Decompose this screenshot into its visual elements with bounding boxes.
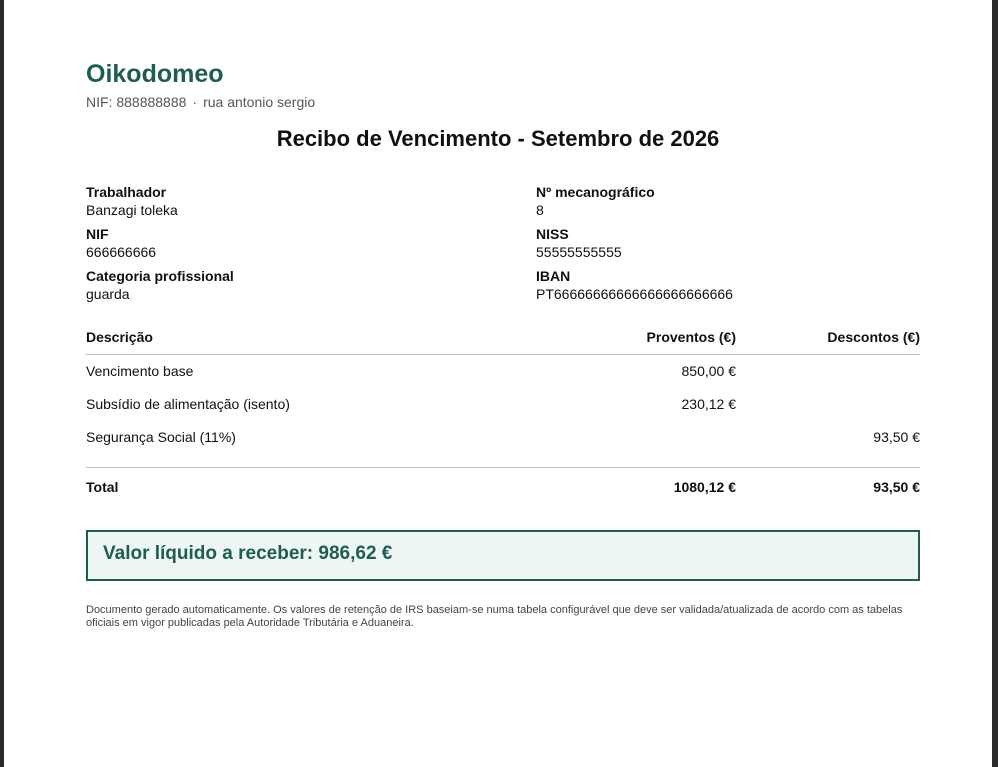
total-label: Total xyxy=(86,479,119,495)
worker-iban-label: IBAN xyxy=(536,268,571,284)
worker-number-label: Nº mecanográfico xyxy=(536,184,655,200)
net-pay-text: Valor líquido a receber: 986,62 € xyxy=(103,543,393,564)
worker-niss-field xyxy=(536,225,622,261)
header-divider xyxy=(86,354,920,355)
worker-category-field xyxy=(86,267,234,303)
total-deductions: 93,50 € xyxy=(873,479,920,495)
worker-number-value: 8 xyxy=(536,202,544,218)
worker-category-value: guarda xyxy=(86,286,130,302)
worker-niss-value: 55555555555 xyxy=(536,244,622,260)
header-earnings: Proventos (€) xyxy=(646,329,736,345)
worker-name-field xyxy=(86,183,178,219)
header-description: Descrição xyxy=(86,329,153,345)
table-header-row xyxy=(86,329,920,349)
total-earnings: 1080,12 € xyxy=(673,479,736,495)
row-description: Subsídio de alimentação (isento) xyxy=(86,396,290,412)
payslip-page xyxy=(4,0,992,767)
table-total-row xyxy=(86,479,920,499)
header-deductions: Descontos (€) xyxy=(827,329,920,345)
worker-iban-field xyxy=(536,267,733,303)
row-description: Vencimento base xyxy=(86,363,194,379)
total-divider xyxy=(86,467,920,468)
worker-number-field xyxy=(536,183,655,219)
row-earnings: 230,12 € xyxy=(681,396,736,412)
row-description: Segurança Social (11%) xyxy=(86,429,236,445)
worker-name-label: Trabalhador xyxy=(86,184,167,200)
worker-nif-field xyxy=(86,225,156,261)
worker-nif-value: 666666666 xyxy=(86,244,157,260)
company-address: rua antonio sergio xyxy=(203,94,316,110)
company-name: Oikodomeo xyxy=(86,60,224,88)
table-row xyxy=(86,363,920,383)
table-row xyxy=(86,429,920,449)
document-title: Recibo de Vencimento - Setembro de 2026 xyxy=(276,126,720,151)
worker-category-label: Categoria profissional xyxy=(86,268,234,284)
worker-niss-label: NISS xyxy=(536,226,569,242)
footer-note: Documento gerado automaticamente. Os valores de retenção de IRS baseiam-se numa tabela configurável que deve ser validada/atualizada de acordo com as tabelas oficiais em vigor publicadas pela Autoridade Tributária e Aduaneira. xyxy=(86,604,903,629)
row-deductions: 93,50 € xyxy=(873,429,920,445)
worker-nif-label: NIF xyxy=(86,226,109,242)
company-info-separator: · xyxy=(192,94,198,110)
worker-name-value: Banzagi toleka xyxy=(86,202,178,218)
worker-iban-value: PT66666666666666666666666 xyxy=(536,286,733,302)
row-earnings: 850,00 € xyxy=(681,363,736,379)
company-info xyxy=(86,94,315,110)
company-nif: NIF: 888888888 xyxy=(86,94,187,110)
table-row xyxy=(86,396,920,416)
net-pay-box xyxy=(86,530,920,581)
